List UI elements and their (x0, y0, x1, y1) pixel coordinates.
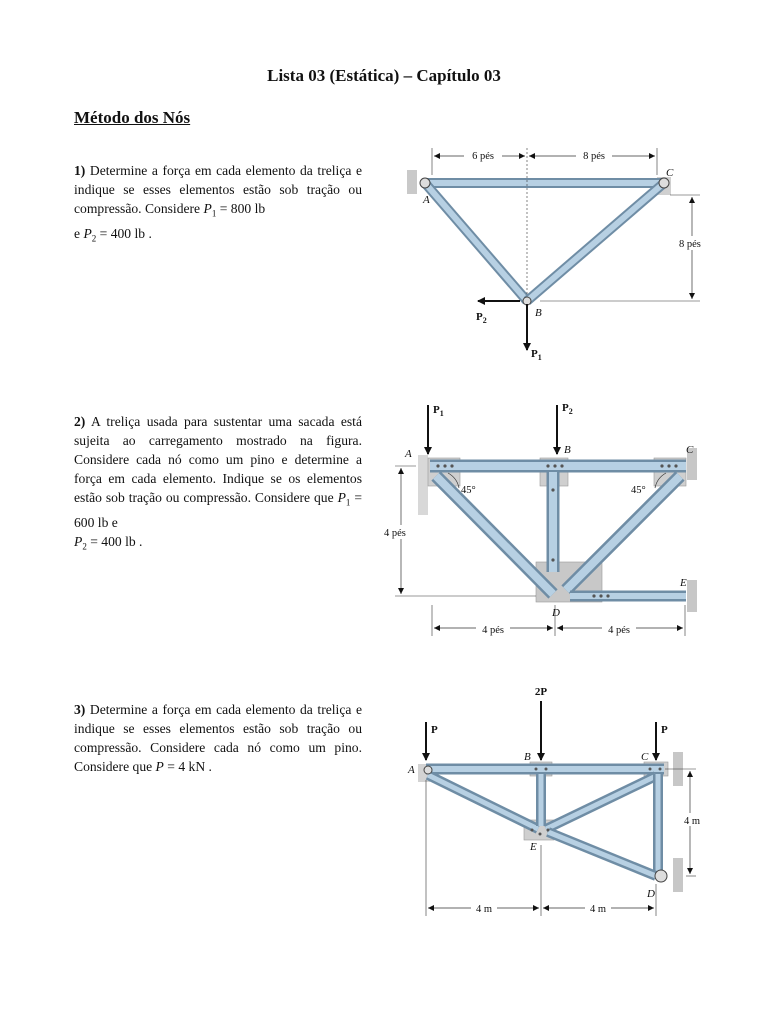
load-symbol: P (337, 490, 346, 505)
dim-label: 4 pés (608, 625, 630, 636)
wall-support-d (673, 858, 683, 892)
load-label: $P_2$ (476, 311, 487, 325)
problem-number: 1) (74, 163, 86, 178)
member-ab-face (425, 183, 527, 301)
node-label: C (666, 167, 674, 179)
load-label: P (431, 724, 438, 736)
load-value: = 600 lb (74, 490, 362, 530)
dim-label: 4 m (475, 904, 493, 915)
problem-statement: Determine a força em cada elemento da treliça e indique se esses elementos estão sob tração ou compressão. Considere cada nó como um pino. Considere que (74, 702, 362, 774)
node-label: D (552, 607, 560, 619)
member-bc-face (527, 183, 664, 301)
section-heading: Método dos Nós (74, 108, 191, 127)
load-subscript: 2 (91, 233, 97, 244)
node-label: C (641, 751, 649, 763)
page-title: Lista 03 (Estática) – Capítulo 03 (267, 66, 501, 85)
problem-statement: Determine a força em cada elemento da treliça e indique se esses elementos estão sob tração ou compressão. Considere (74, 163, 362, 216)
wall-support-a (407, 170, 417, 194)
node-label: A (405, 448, 412, 460)
dim-label: 4 pés (482, 625, 504, 636)
load-value: = 400 lb (96, 225, 146, 241)
problem-statement: e (74, 225, 84, 241)
load-value: = 400 lb (86, 533, 136, 549)
node-label: E (530, 841, 537, 853)
load-label: $P_1$ (433, 404, 444, 418)
load-label: P (661, 724, 668, 736)
node-label: D (647, 888, 655, 900)
load-subscript: 1 (345, 497, 351, 508)
wall-support-a (418, 455, 428, 515)
load-value: = 4 kN (163, 759, 206, 774)
node-label: A (408, 764, 415, 776)
member-ce-face (546, 776, 656, 829)
load-symbol: P (155, 759, 164, 774)
dim-label: 4 m (684, 816, 701, 827)
load-label: $P_2$ (562, 402, 573, 416)
pin-d (655, 870, 667, 882)
angle-label: 45° (631, 485, 646, 496)
problem-statement: . (145, 225, 152, 241)
member-de-face (548, 832, 656, 876)
problem-statement: . (135, 533, 143, 549)
node-label: C (686, 444, 694, 456)
angle-label: 45° (461, 485, 476, 496)
load-symbol: P (203, 201, 212, 216)
load-symbol: P (83, 225, 92, 241)
dim-label: 6 pés (472, 151, 494, 162)
problem-statement: e (108, 514, 118, 530)
load-label: $P_1$ (531, 348, 542, 362)
load-value: = 800 lb (216, 201, 266, 216)
load-symbol: P (74, 533, 83, 549)
problem-statement: . (205, 759, 212, 774)
pin-b (523, 297, 531, 305)
load-subscript: 1 (211, 208, 217, 219)
dim-label: 4 m (589, 904, 607, 915)
dim-label: 8 pés (583, 151, 605, 162)
figure-1-truss (407, 148, 708, 362)
member-ae-face (428, 775, 538, 829)
node-label: A (423, 194, 430, 206)
node-label: B (524, 751, 531, 763)
node-label: B (535, 307, 542, 319)
problem-number: 3) (74, 702, 86, 717)
figure-3-truss (407, 686, 703, 916)
problem-statement: A treliça usada para sustentar uma sacada está sujeita ao carregamento mostrado na figura. Considere cada nó como um pino e determine a força em cada elemento. Indique se os elementos estão sob tração ou compressão. Considere que (74, 414, 362, 505)
dim-label: 8 pés (679, 239, 701, 250)
pin-a (420, 178, 430, 188)
figure-2-truss (382, 402, 697, 636)
pin-c (659, 178, 669, 188)
wall-support-e (687, 580, 697, 612)
member-ad-face (436, 476, 553, 594)
problem-number: 2) (74, 414, 86, 429)
load-label: 2P (534, 686, 548, 698)
node-label: E (680, 577, 687, 589)
load-subscript: 2 (82, 541, 87, 552)
pin-a (424, 766, 432, 774)
dim-label: 4 pés (384, 528, 406, 539)
member-cd-face (566, 476, 680, 590)
node-label: B (564, 444, 571, 456)
